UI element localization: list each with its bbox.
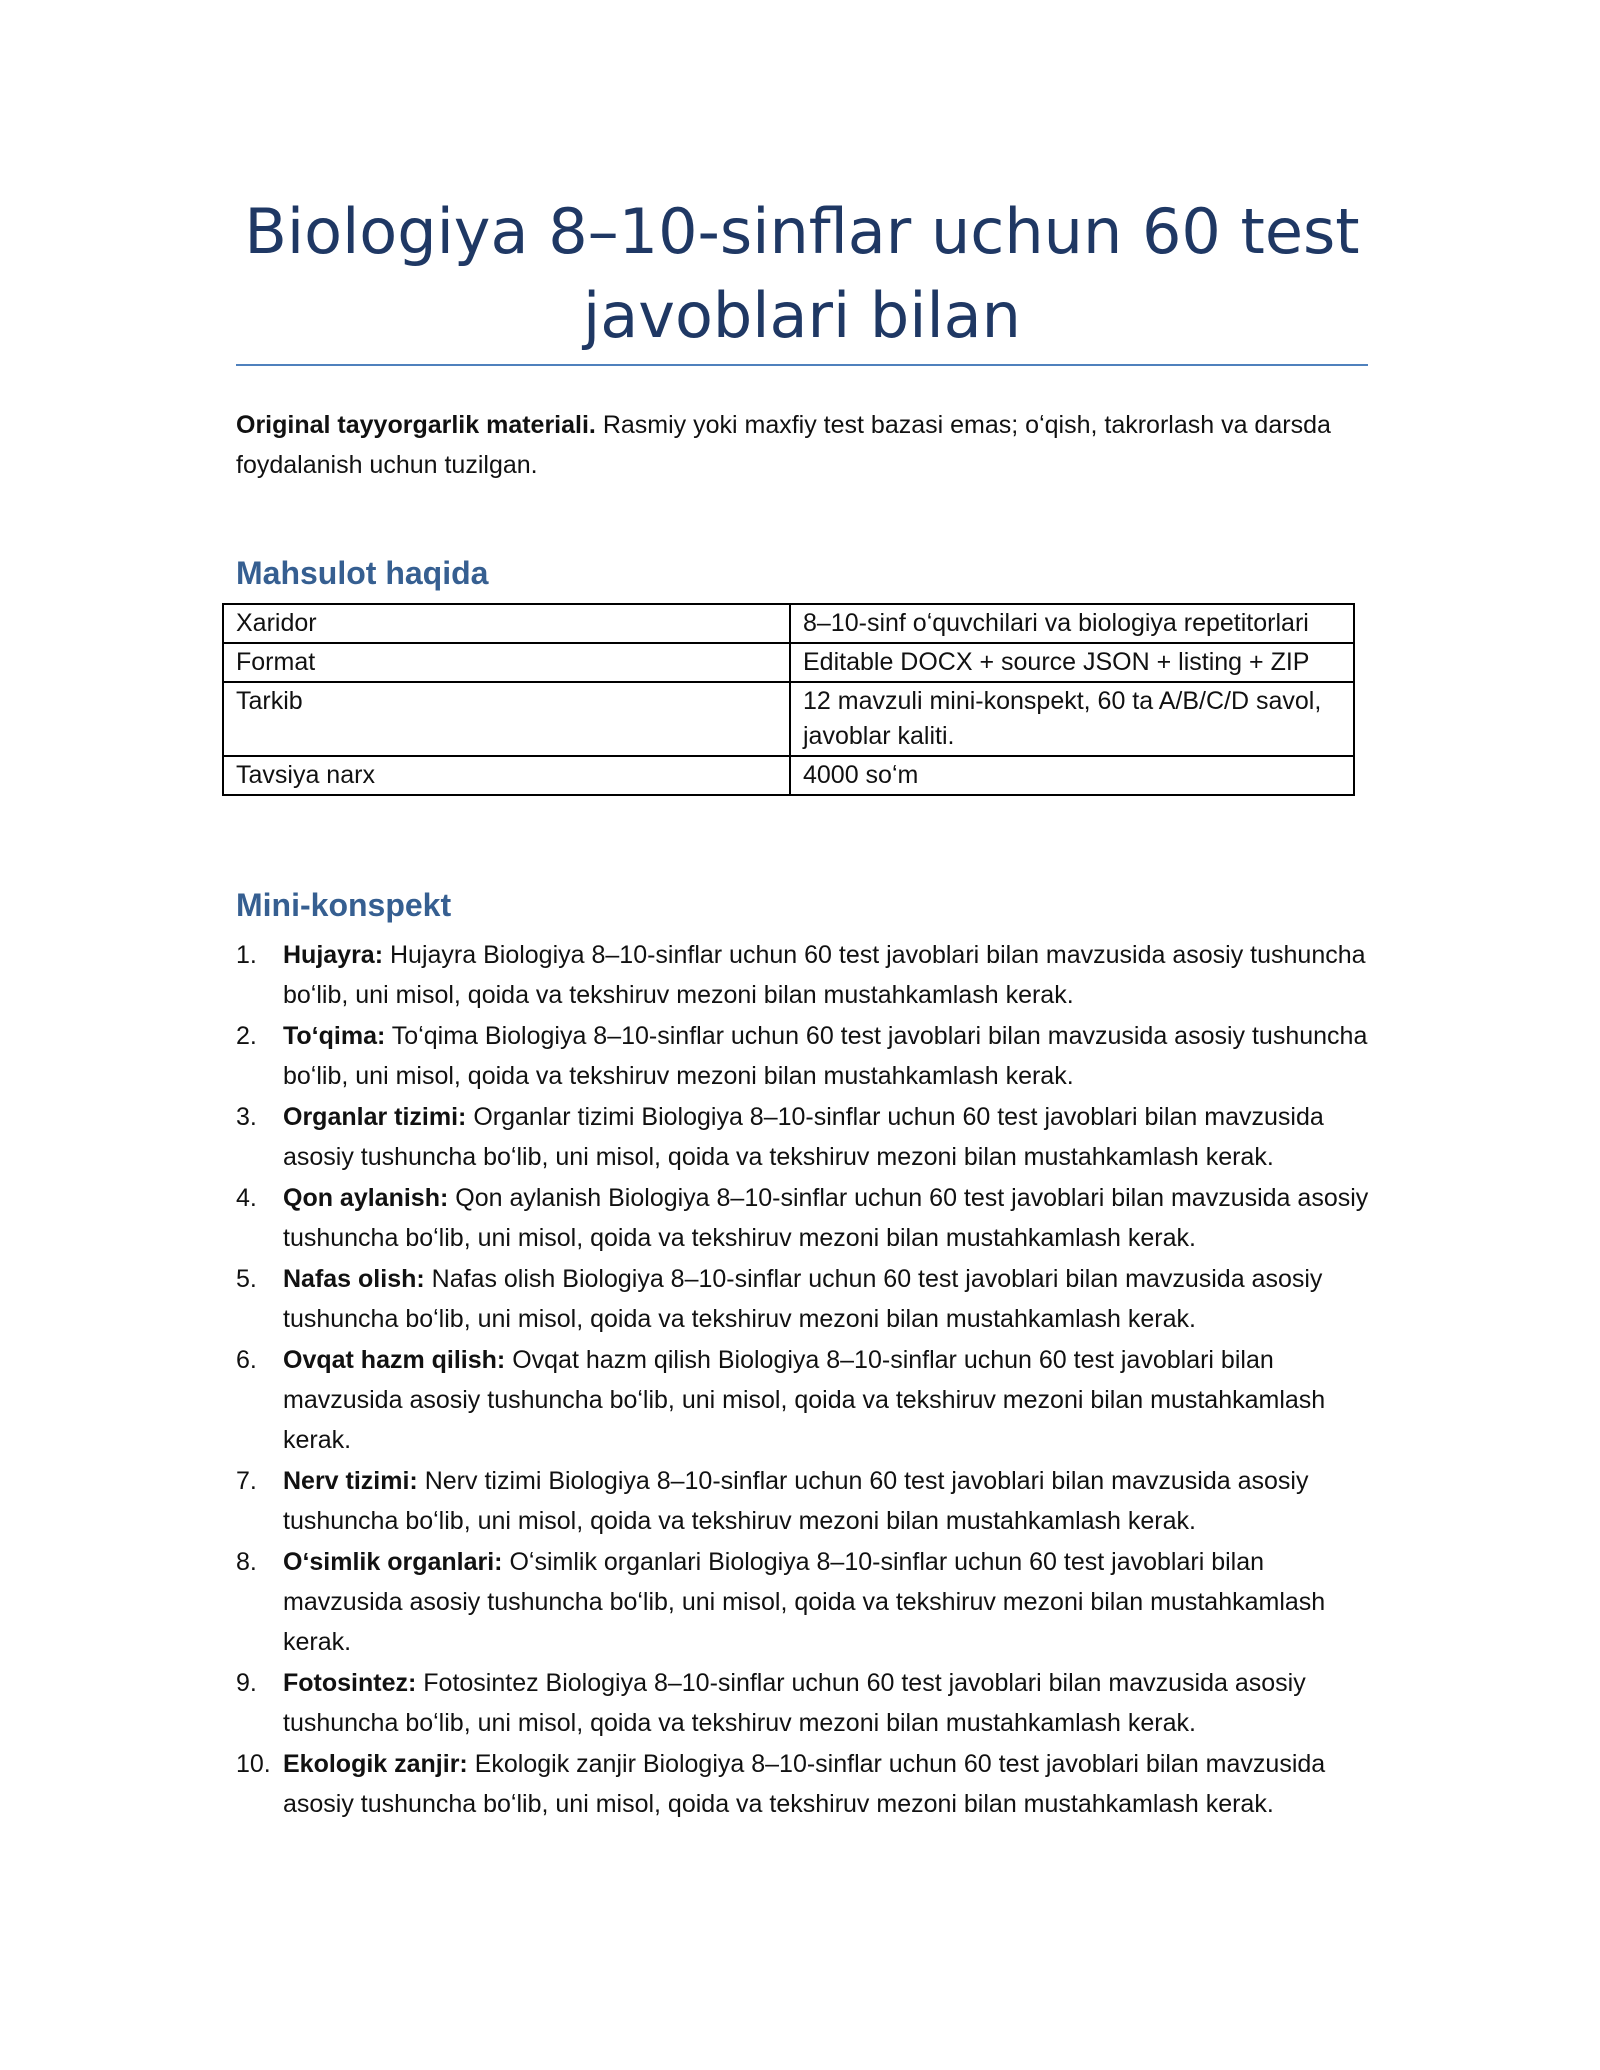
list-item-number: 3. xyxy=(236,1103,257,1131)
table-cell-value: 4000 soʻm xyxy=(790,756,1354,795)
list-item-text: Fotosintez Biologiya 8–10-sinflar uchun 60 test javoblari bilan mavzusida asosiy tushuncha boʻlib, uni misol, qoida va tekshiruv mezoni bilan mustahkamlash kerak. xyxy=(283,1669,1306,1737)
list-item xyxy=(236,1178,1386,1258)
table-row xyxy=(223,643,1354,682)
list-item-number: 7. xyxy=(236,1467,257,1495)
table-cell-key: Tavsiya narx xyxy=(223,756,790,795)
table-cell-key: Format xyxy=(223,643,790,682)
list-item-term: Oʻsimlik organlari: xyxy=(283,1548,503,1576)
table-cell-value: 8–10-sinf oʻquvchilari va biologiya repetitorlari xyxy=(790,604,1354,643)
list-item-text: Nafas olish Biologiya 8–10-sinflar uchun 60 test javoblari bilan mavzusida asosiy tushuncha boʻlib, uni misol, qoida va tekshiruv mezoni bilan mustahkamlash kerak. xyxy=(283,1265,1323,1333)
list-item-term: Toʻqima: xyxy=(283,1022,386,1050)
list-item xyxy=(236,1259,1386,1339)
list-item xyxy=(236,1744,1386,1824)
list-item-term: Organlar tizimi: xyxy=(283,1103,467,1131)
list-item-text: Organlar tizimi Biologiya 8–10-sinflar uchun 60 test javoblari bilan mavzusida asosiy tushuncha boʻlib, uni misol, qoida va tekshiruv mezoni bilan mustahkamlash kerak. xyxy=(283,1103,1324,1171)
list-item-number: 9. xyxy=(236,1669,257,1697)
list-item-number: 2. xyxy=(236,1022,257,1050)
intro-bold-lead: Original tayyorgarlik materiali. xyxy=(236,411,596,439)
list-item xyxy=(236,935,1386,1015)
list-item xyxy=(236,1016,1386,1096)
konspekt-heading: Mini-konspekt xyxy=(236,887,452,923)
list-item-text: Ekologik zanjir Biologiya 8–10-sinflar uchun 60 test javoblari bilan mavzusida asosiy tushuncha boʻlib, uni misol, qoida va tekshiruv mezoni bilan mustahkamlash kerak. xyxy=(283,1750,1326,1818)
table-cell-key: Xaridor xyxy=(223,604,790,643)
list-item xyxy=(236,1663,1386,1743)
list-item-number: 8. xyxy=(236,1548,257,1576)
list-item-term: Nafas olish: xyxy=(283,1265,425,1293)
list-item-term: Ovqat hazm qilish: xyxy=(283,1346,506,1374)
list-item xyxy=(236,1461,1386,1541)
intro-paragraph xyxy=(236,405,1376,485)
list-item-term: Ekologik zanjir: xyxy=(283,1750,468,1778)
list-item-term: Nerv tizimi: xyxy=(283,1467,418,1495)
table-cell-value: Editable DOCX + source JSON + listing + ZIP xyxy=(790,643,1354,682)
list-item xyxy=(236,1542,1386,1662)
konspekt-list xyxy=(236,935,1386,1825)
list-item-text: Hujayra Biologiya 8–10-sinflar uchun 60 test javoblari bilan mavzusida asosiy tushuncha boʻlib, uni misol, qoida va tekshiruv mezoni bilan mustahkamlash kerak. xyxy=(283,941,1366,1009)
table-row xyxy=(223,756,1354,795)
list-item-text: Toʻqima Biologiya 8–10-sinflar uchun 60 test javoblari bilan mavzusida asosiy tushuncha boʻlib, uni misol, qoida va tekshiruv mezoni bilan mustahkamlash kerak. xyxy=(283,1022,1368,1090)
list-item-term: Qon aylanish: xyxy=(283,1184,449,1212)
table-row xyxy=(223,682,1354,756)
document-title: Biologiya 8–10-sinflar uchun 60 test javoblari bilan xyxy=(244,195,1360,352)
list-item-term: Hujayra: xyxy=(283,941,384,969)
list-item-number: 6. xyxy=(236,1346,257,1374)
list-item xyxy=(236,1097,1386,1177)
list-item-number: 1. xyxy=(236,941,257,969)
list-item-term: Fotosintez: xyxy=(283,1669,417,1697)
intro-text: Rasmiy yoki maxfiy test bazasi emas; oʻqish, takrorlash va darsda foydalanish uchun tuzilgan. xyxy=(236,411,1331,479)
table-row xyxy=(223,604,1354,643)
product-heading: Mahsulot haqida xyxy=(236,555,489,591)
table-cell-key: Tarkib xyxy=(223,682,790,756)
list-item-text: Qon aylanish Biologiya 8–10-sinflar uchun 60 test javoblari bilan mavzusida asosiy tushuncha boʻlib, uni misol, qoida va tekshiruv mezoni bilan mustahkamlash kerak. xyxy=(283,1184,1369,1252)
product-info-table xyxy=(222,603,1355,796)
table-cell-value: 12 mavzuli mini-konspekt, 60 ta A/B/C/D savol, javoblar kaliti. xyxy=(790,682,1354,756)
list-item-number: 5. xyxy=(236,1265,257,1293)
title-divider xyxy=(236,364,1368,366)
list-item-text: Oʻsimlik organlari Biologiya 8–10-sinflar uchun 60 test javoblari bilan mavzusida asosiy tushuncha boʻlib, uni misol, qoida va tekshiruv mezoni bilan mustahkamlash kerak. xyxy=(283,1548,1326,1656)
list-item-number: 4. xyxy=(236,1184,257,1212)
list-item-text: Nerv tizimi Biologiya 8–10-sinflar uchun 60 test javoblari bilan mavzusida asosiy tushuncha boʻlib, uni misol, qoida va tekshiruv mezoni bilan mustahkamlash kerak. xyxy=(283,1467,1309,1535)
list-item-text: Ovqat hazm qilish Biologiya 8–10-sinflar uchun 60 test javoblari bilan mavzusida asosiy tushuncha boʻlib, uni misol, qoida va tekshiruv mezoni bilan mustahkamlash kerak. xyxy=(283,1346,1326,1454)
list-item-number: 10. xyxy=(236,1750,271,1778)
list-item xyxy=(236,1340,1386,1460)
